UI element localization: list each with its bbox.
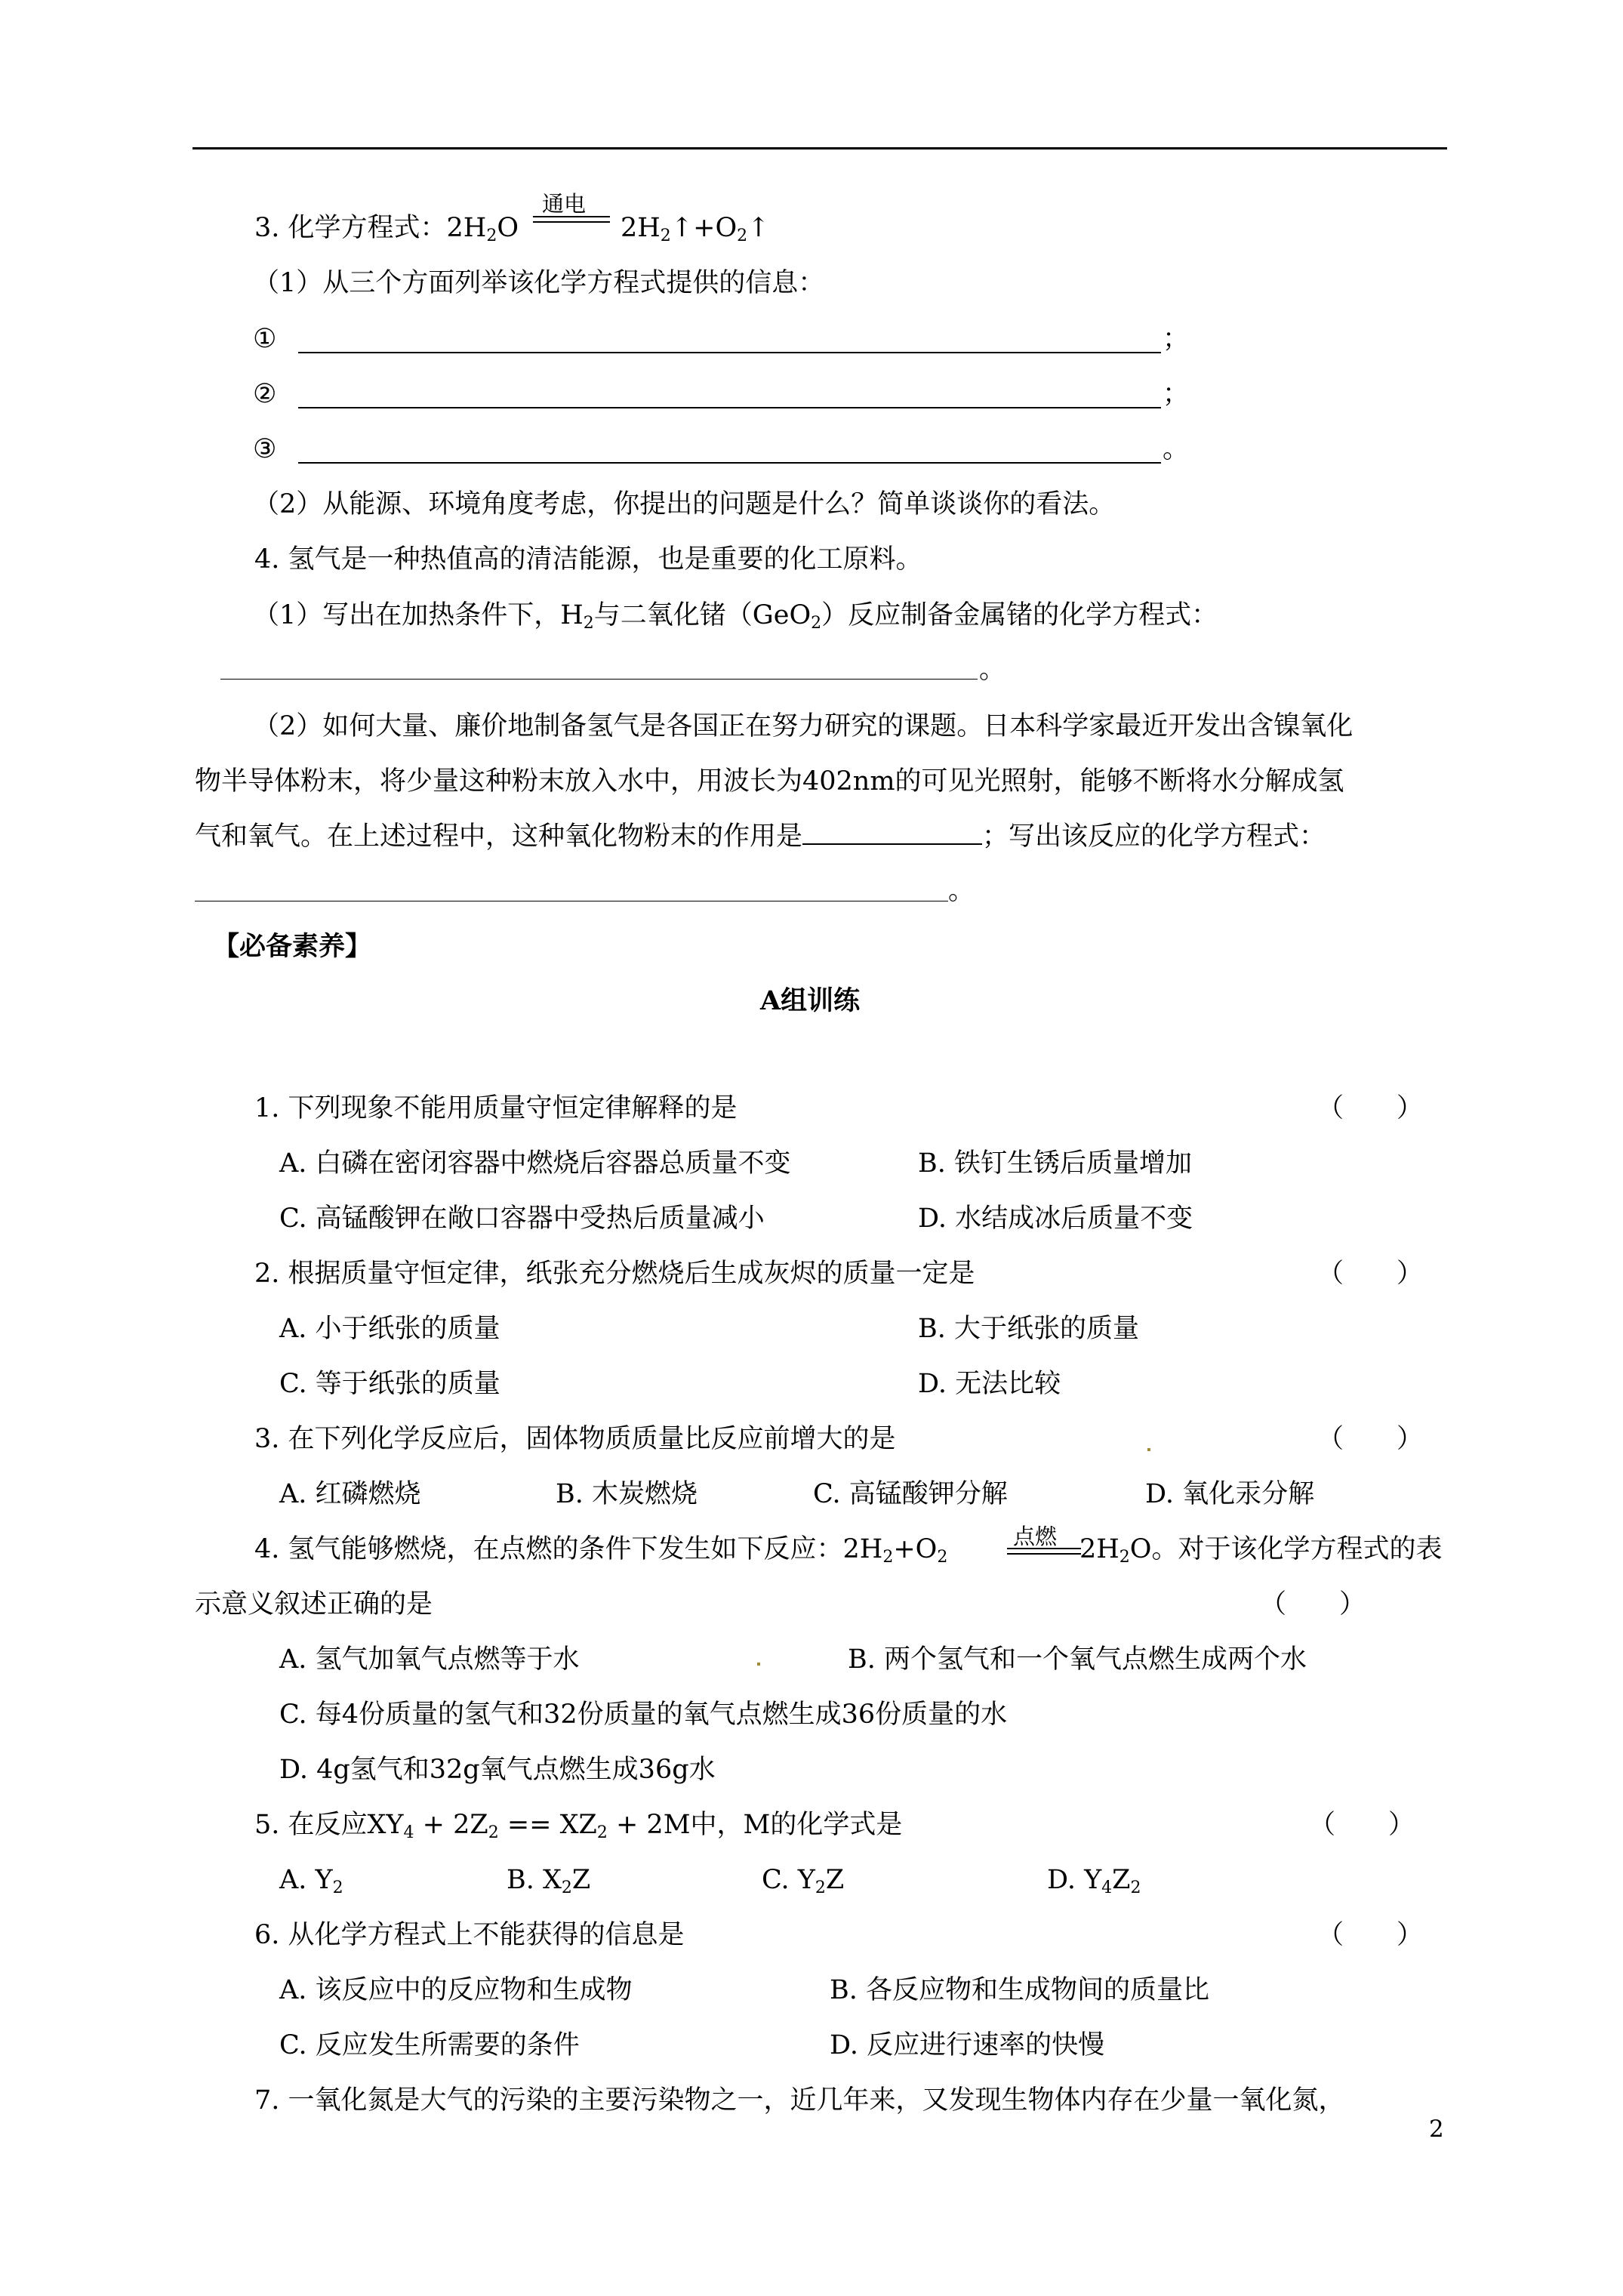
mc-q4-option-a[interactable]: A. 氢气加氧气点燃等于水	[279, 1644, 580, 1675]
mc-q3-answer[interactable]: （ ）	[1317, 1424, 1424, 1454]
mc-q4-answer[interactable]: （ ）	[1260, 1589, 1366, 1620]
stray-dot	[757, 1663, 760, 1666]
q3-equation-line: 3. 化学方程式：$2H_2O$	[254, 213, 519, 245]
mc-q5-option-b[interactable]: B. $X_2Z$	[507, 1865, 591, 1897]
mc-q3-option-c[interactable]: C. 高锰酸钾分解	[813, 1479, 1008, 1509]
mc-q7-stem: 7. 一氧化氮是大气的污染的主要污染物之一，近几年来，又发现生物体内存在少量一氧化氮，	[254, 2085, 1345, 2116]
q3-condition: 通电	[542, 191, 587, 217]
mc-q5-stem: 5. 在反应$XY_4 + 2Z_2 == XZ_2 + 2M$中，M的化学式是	[254, 1810, 903, 1842]
mc-q2-option-d[interactable]: D. 无法比较	[918, 1369, 1061, 1399]
q3-part2: （2）从能源、环境角度考虑，你提出的问题是什么？简单谈谈你的看法。	[253, 489, 1116, 519]
q3-answer-blank-3[interactable]	[298, 462, 1161, 464]
q3-marker-1: ①	[253, 324, 277, 354]
mc-q3-option-d[interactable]: D. 氧化汞分解	[1145, 1479, 1315, 1509]
q3-marker-2: ②	[253, 379, 277, 409]
mc-q6-stem: 6. 从化学方程式上不能获得的信息是	[254, 1920, 685, 1950]
q4-part1-blank[interactable]	[220, 679, 978, 680]
q4-part2-line1: （2）如何大量、廉价地制备氢气是各国正在努力研究的课题。日本科学家最近开发出含镍氧化	[253, 711, 1354, 741]
q4-part1-end: 。	[979, 655, 1006, 685]
header-rule	[192, 147, 1447, 149]
mc-q4-condition: 点燃	[1013, 1524, 1058, 1549]
q4-intro: 4. 氢气是一种热值高的清洁能源，也是重要的化工原料。	[254, 544, 922, 575]
mc-q4-stem: 4. 氢气能够燃烧，在点燃的条件下发生如下反应：$2H_2+O_2$	[254, 1534, 948, 1567]
mc-q6-option-d[interactable]: D. 反应进行速率的快慢	[830, 2030, 1105, 2060]
stray-dot	[1147, 1448, 1150, 1451]
q3-answer-blank-2[interactable]	[298, 407, 1161, 408]
mc-q5-answer[interactable]: （ ）	[1309, 1810, 1415, 1840]
mc-q3-stem: 3. 在下列化学反应后，固体物质质量比反应前增大的是	[254, 1424, 896, 1454]
q4-part2-end: 。	[948, 876, 975, 906]
mc-q5-option-d[interactable]: D. $Y_4Z_2$	[1047, 1865, 1141, 1897]
mc-q5-option-c[interactable]: C. $Y_2Z$	[762, 1865, 845, 1897]
q3-products: $2H_2↑+O_2↑$	[621, 213, 770, 245]
q3-label: 3. 化学方程式：	[254, 213, 447, 243]
q3-answer-blank-1[interactable]	[298, 352, 1161, 353]
q3-marker-3: ③	[253, 434, 277, 464]
mc-q6-answer[interactable]: （ ）	[1317, 1920, 1424, 1950]
q3-end-1: ；	[1163, 324, 1190, 354]
q4-role-blank[interactable]	[802, 821, 982, 845]
mc-q4-option-b[interactable]: B. 两个氢气和一个氧气点燃生成两个水	[848, 1644, 1307, 1675]
mc-q2-option-c[interactable]: C. 等于纸张的质量	[279, 1369, 500, 1399]
mc-q1-option-d[interactable]: D. 水结成冰后质量不变	[918, 1203, 1193, 1234]
mc-q3-option-b[interactable]: B. 木炭燃烧	[556, 1479, 698, 1509]
mc-q4-product: $2H_2O$。对于该化学方程式的表	[1079, 1534, 1443, 1567]
q4-part2-line2: 物半导体粉末，将少量这种粉末放入水中，用波长为402nm的可见光照射，能够不断将水分解成氢	[195, 766, 1344, 797]
q3-part1: （1）从三个方面列举该化学方程式提供的信息：	[253, 268, 825, 298]
mc-q1-option-a[interactable]: A. 白磷在密闭容器中燃烧后容器总质量不变	[279, 1148, 791, 1179]
mc-q4-option-c[interactable]: C. 每4份质量的氢气和32份质量的氧气点燃生成36份质量的水	[279, 1700, 1008, 1730]
mc-q1-option-b[interactable]: B. 铁钉生锈后质量增加	[918, 1148, 1192, 1179]
mc-q4-option-d[interactable]: D. 4g氢气和32g氧气点燃生成36g水	[279, 1755, 716, 1785]
mc-q6-option-b[interactable]: B. 各反应物和生成物间的质量比	[830, 1975, 1209, 2005]
mc-q2-option-a[interactable]: A. 小于纸张的质量	[279, 1314, 500, 1344]
q4-part2-line3: 气和氧气。在上述过程中，这种氧化物粉末的作用是 ；写出该反应的化学方程式：	[195, 821, 1326, 852]
q4-part1: （1）写出在加热条件下，$H_2$与二氧化锗（GeO$_2$）反应制备金属锗的化学方程式：	[253, 600, 1218, 633]
mc-q4-equals-bar	[1007, 1548, 1081, 1555]
q3-end-2: ；	[1163, 379, 1190, 409]
mc-q5-option-a[interactable]: A. $Y_2$	[279, 1865, 343, 1897]
mc-q2-option-b[interactable]: B. 大于纸张的质量	[918, 1314, 1139, 1344]
mc-q6-option-c[interactable]: C. 反应发生所需要的条件	[279, 2030, 580, 2060]
mc-q2-answer[interactable]: （ ）	[1317, 1259, 1424, 1289]
page-number: 2	[1429, 2116, 1444, 2143]
section-title: 【必备素养】	[213, 931, 372, 962]
mc-q4-stem-line2: 示意义叙述正确的是	[195, 1589, 433, 1620]
q3-equals-bar	[533, 216, 610, 223]
q3-end-3: 。	[1163, 434, 1190, 464]
mc-q1-answer[interactable]: （ ）	[1317, 1093, 1424, 1123]
mc-q6-option-a[interactable]: A. 该反应中的反应物和生成物	[279, 1975, 633, 2005]
mc-q1-option-c[interactable]: C. 高锰酸钾在敞口容器中受热后质量减小	[279, 1203, 765, 1234]
mc-q1-stem: 1. 下列现象不能用质量守恒定律解释的是	[254, 1093, 738, 1123]
mc-q3-option-a[interactable]: A. 红磷燃烧	[279, 1479, 421, 1509]
mc-q2-stem: 2. 根据质量守恒定律，纸张充分燃烧后生成灰烬的质量一定是	[254, 1259, 975, 1289]
group-title: A组训练	[760, 985, 861, 1016]
